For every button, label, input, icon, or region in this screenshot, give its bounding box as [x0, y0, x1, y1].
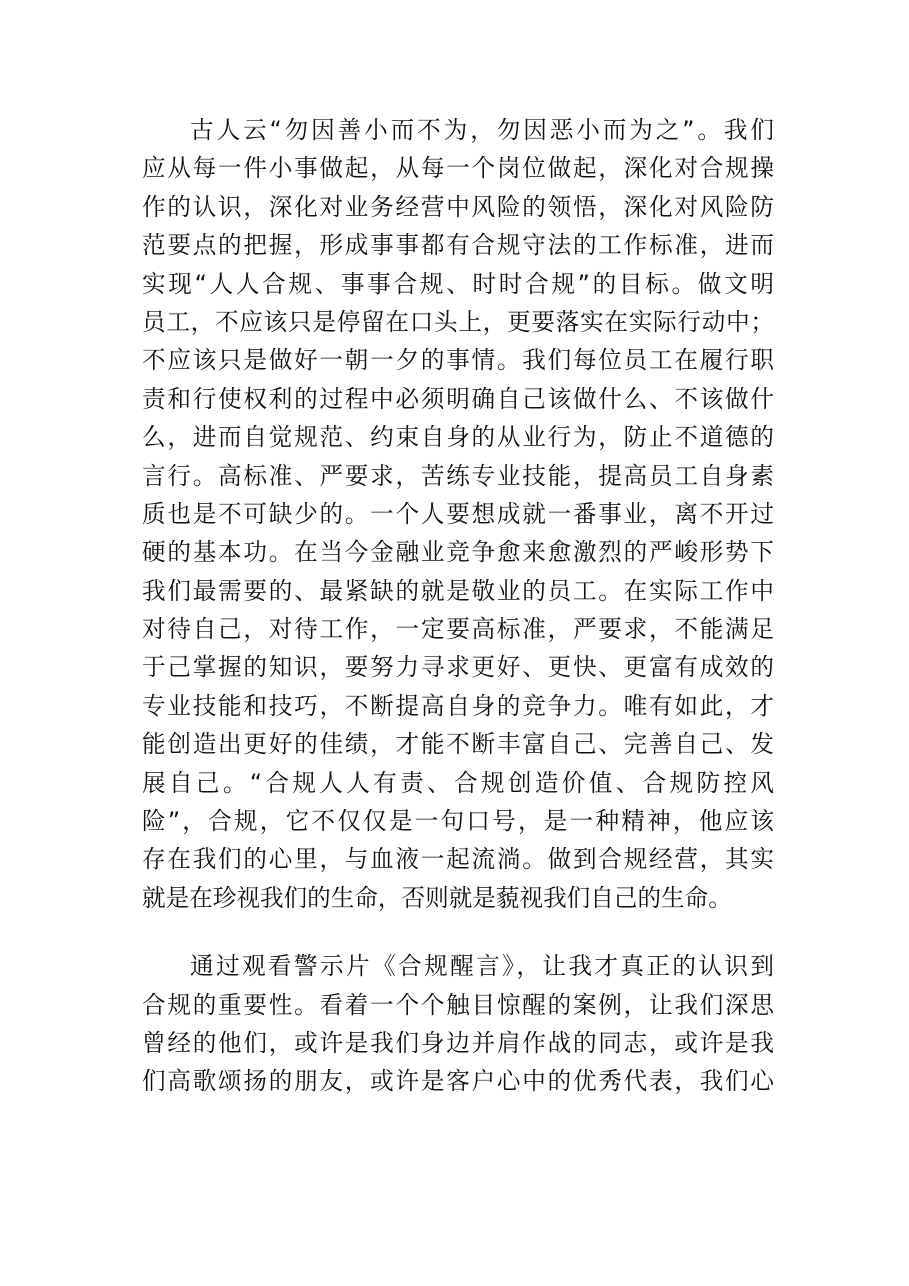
paragraph-line: 古人云“勿因善小而不为，勿因恶小而为之”。我们 — [190, 116, 774, 144]
paragraph-line: 员工，不应该只是停留在口头上，更要落实在实际行动中； — [142, 307, 774, 336]
paragraph-line: 作的认识，深化对业务经营中风险的领悟，深化对风险防 — [142, 192, 774, 221]
paragraph-line: 对待自己，对待工作，一定要高标准，严要求，不能满足 — [142, 615, 774, 644]
paragraph-line: 责和行使权利的过程中必须明确自己该做什么、不该做什 — [142, 384, 774, 413]
paragraph-line: 曾经的他们，或许是我们身边并肩作战的同志，或许是我 — [142, 1028, 774, 1057]
paragraph-line: 存在我们的心里，与血液一起流淌。做到合规经营，其实 — [142, 845, 774, 874]
paragraph-2 — [142, 947, 774, 1101]
paragraph-line: 我们最需要的、最紧缺的就是敬业的员工。在实际工作中 — [142, 576, 774, 605]
paragraph-1 — [142, 111, 774, 917]
paragraph-line: 专业技能和技巧，不断提高自身的竞争力。唯有如此，才 — [142, 691, 774, 720]
paragraph-line: 范要点的把握，形成事事都有合规守法的工作标准，进而 — [142, 231, 774, 260]
paragraph-line: 实现“人人合规、事事合规、时时合规”的目标。做文明 — [142, 269, 774, 298]
paragraph-line: 么，进而自觉规范、约束自身的从业行为，防止不道德的 — [142, 423, 774, 452]
paragraph-line: 通过观看警示片《合规醒言》，让我才真正的认识到 — [190, 952, 774, 981]
paragraph-line: 合规的重要性。看着一个个触目惊醒的案例，让我们深思 — [142, 990, 774, 1019]
paragraph-line: 能创造出更好的佳绩，才能不断丰富自己、完善自己、发 — [142, 730, 774, 759]
paragraph-line: 质也是不可缺少的。一个人要想成就一番事业，离不开过 — [142, 499, 774, 528]
paragraph-line: 们高歌颂扬的朋友，或许是客户心中的优秀代表，我们心 — [142, 1067, 774, 1096]
document-page — [142, 111, 774, 1101]
paragraph-line: 言行。高标准、严要求，苦练专业技能，提高员工自身素 — [142, 461, 774, 490]
paragraph-line: 就是在珍视我们的生命，否则就是藐视我们自己的生命。 — [142, 883, 732, 912]
paragraph-line: 展自己。“合规人人有责、合规创造价值、合规防控风 — [142, 768, 774, 797]
paragraph-line: 硬的基本功。在当今金融业竞争愈来愈激烈的严峻形势下 — [142, 538, 774, 567]
paragraph-line: 不应该只是做好一朝一夕的事情。我们每位员工在履行职 — [142, 346, 774, 375]
paragraph-spacer — [142, 917, 774, 947]
paragraph-line: 于己掌握的知识，要努力寻求更好、更快、更富有成效的 — [142, 653, 774, 682]
paragraph-line: 应从每一件小事做起，从每一个岗位做起，深化对合规操 — [142, 154, 774, 183]
paragraph-line: 险”，合规，它不仅仅是一句口号，是一种精神，他应该 — [142, 807, 774, 836]
